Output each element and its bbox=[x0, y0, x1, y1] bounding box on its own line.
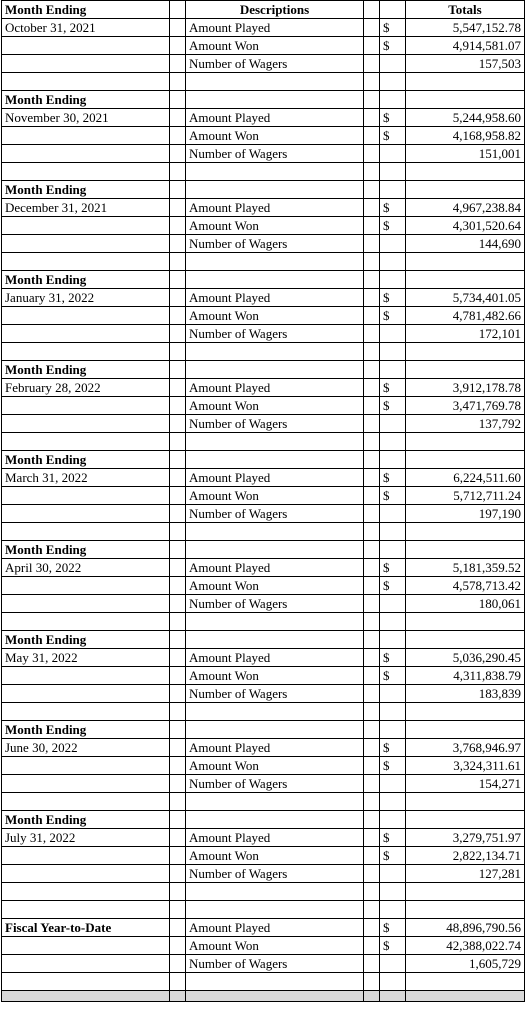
amount-played-row bbox=[2, 739, 525, 757]
currency-symbol: $ bbox=[380, 937, 406, 955]
number-of-wagers-value: 151,001 bbox=[406, 145, 525, 163]
amount-played-value: 5,036,290.45 bbox=[406, 649, 525, 667]
month-date: January 31, 2022 bbox=[2, 289, 170, 307]
amount-won-row bbox=[2, 847, 525, 865]
currency-symbol: $ bbox=[380, 487, 406, 505]
month-date: April 30, 2022 bbox=[2, 559, 170, 577]
header-descriptions: Descriptions bbox=[186, 1, 364, 19]
number-of-wagers-label: Number of Wagers bbox=[186, 325, 364, 343]
currency-symbol: $ bbox=[380, 829, 406, 847]
amount-won-value: 4,578,713.42 bbox=[406, 577, 525, 595]
amount-won-row bbox=[2, 307, 525, 325]
amount-played-label: Amount Played bbox=[186, 469, 364, 487]
number-of-wagers-row bbox=[2, 595, 525, 613]
bottom-row bbox=[2, 991, 525, 1002]
number-of-wagers-value: 127,281 bbox=[406, 865, 525, 883]
amount-played-label: Amount Played bbox=[186, 919, 364, 937]
amount-played-value: 3,279,751.97 bbox=[406, 829, 525, 847]
spacer-row bbox=[2, 523, 525, 541]
number-of-wagers-label: Number of Wagers bbox=[186, 685, 364, 703]
month-date: November 30, 2021 bbox=[2, 109, 170, 127]
amount-played-label: Amount Played bbox=[186, 739, 364, 757]
amount-won-label: Amount Won bbox=[186, 577, 364, 595]
month-ending-label: Month Ending bbox=[2, 811, 170, 829]
month-date: June 30, 2022 bbox=[2, 739, 170, 757]
amount-played-value: 5,734,401.05 bbox=[406, 289, 525, 307]
amount-won-row bbox=[2, 487, 525, 505]
amount-played-label: Amount Played bbox=[186, 109, 364, 127]
amount-played-row bbox=[2, 289, 525, 307]
number-of-wagers-value: 144,690 bbox=[406, 235, 525, 253]
amount-won-value: 4,781,482.66 bbox=[406, 307, 525, 325]
number-of-wagers-row bbox=[2, 505, 525, 523]
currency-symbol: $ bbox=[380, 397, 406, 415]
amount-won-row bbox=[2, 757, 525, 775]
currency-symbol: $ bbox=[380, 109, 406, 127]
spacer-row bbox=[2, 901, 525, 919]
number-of-wagers-value: 154,271 bbox=[406, 775, 525, 793]
amount-won-row bbox=[2, 937, 525, 955]
amount-played-row bbox=[2, 829, 525, 847]
month-label-row bbox=[2, 91, 525, 109]
amount-played-label: Amount Played bbox=[186, 829, 364, 847]
month-label-row bbox=[2, 541, 525, 559]
spacer-row bbox=[2, 613, 525, 631]
number-of-wagers-row bbox=[2, 415, 525, 433]
amount-played-row bbox=[2, 559, 525, 577]
spacer-row bbox=[2, 343, 525, 361]
amount-won-row bbox=[2, 217, 525, 235]
currency-symbol: $ bbox=[380, 919, 406, 937]
amount-won-value: 4,914,581.07 bbox=[406, 37, 525, 55]
month-ending-label: Month Ending bbox=[2, 721, 170, 739]
month-ending-label: Month Ending bbox=[2, 361, 170, 379]
number-of-wagers-value: 197,190 bbox=[406, 505, 525, 523]
amount-played-value: 3,912,178.78 bbox=[406, 379, 525, 397]
amount-won-value: 4,168,958.82 bbox=[406, 127, 525, 145]
month-date: February 28, 2022 bbox=[2, 379, 170, 397]
number-of-wagers-label: Number of Wagers bbox=[186, 145, 364, 163]
amount-won-label: Amount Won bbox=[186, 847, 364, 865]
spacer-row bbox=[2, 163, 525, 181]
currency-symbol: $ bbox=[380, 199, 406, 217]
amount-won-row bbox=[2, 397, 525, 415]
amount-played-label: Amount Played bbox=[186, 559, 364, 577]
amount-played-row bbox=[2, 199, 525, 217]
currency-symbol: $ bbox=[380, 127, 406, 145]
month-ending-label: Month Ending bbox=[2, 91, 170, 109]
number-of-wagers-value: 137,792 bbox=[406, 415, 525, 433]
number-of-wagers-label: Number of Wagers bbox=[186, 235, 364, 253]
spacer-row bbox=[2, 973, 525, 991]
amount-won-value: 3,324,311.61 bbox=[406, 757, 525, 775]
month-ending-label: Month Ending bbox=[2, 271, 170, 289]
amount-played-value: 5,181,359.52 bbox=[406, 559, 525, 577]
amount-played-label: Amount Played bbox=[186, 649, 364, 667]
number-of-wagers-value: 180,061 bbox=[406, 595, 525, 613]
currency-symbol: $ bbox=[380, 289, 406, 307]
month-label-row bbox=[2, 181, 525, 199]
table-body bbox=[2, 1, 525, 1002]
amount-played-label: Amount Played bbox=[186, 289, 364, 307]
amount-won-value: 42,388,022.74 bbox=[406, 937, 525, 955]
amount-won-label: Amount Won bbox=[186, 757, 364, 775]
number-of-wagers-row bbox=[2, 145, 525, 163]
number-of-wagers-row bbox=[2, 865, 525, 883]
currency-symbol: $ bbox=[380, 217, 406, 235]
amount-played-value: 6,224,511.60 bbox=[406, 469, 525, 487]
month-date: May 31, 2022 bbox=[2, 649, 170, 667]
spacer-row bbox=[2, 703, 525, 721]
month-date: March 31, 2022 bbox=[2, 469, 170, 487]
currency-symbol: $ bbox=[380, 577, 406, 595]
amount-won-value: 4,301,520.64 bbox=[406, 217, 525, 235]
currency-symbol: $ bbox=[380, 37, 406, 55]
number-of-wagers-row bbox=[2, 955, 525, 973]
currency-symbol: $ bbox=[380, 649, 406, 667]
amount-won-value: 2,822,134.71 bbox=[406, 847, 525, 865]
amount-played-row bbox=[2, 19, 525, 37]
currency-symbol: $ bbox=[380, 379, 406, 397]
amount-won-label: Amount Won bbox=[186, 217, 364, 235]
number-of-wagers-row bbox=[2, 235, 525, 253]
number-of-wagers-value: 172,101 bbox=[406, 325, 525, 343]
number-of-wagers-label: Number of Wagers bbox=[186, 955, 364, 973]
month-ending-label: Month Ending bbox=[2, 451, 170, 469]
month-date: October 31, 2021 bbox=[2, 19, 170, 37]
amount-won-label: Amount Won bbox=[186, 127, 364, 145]
number-of-wagers-label: Number of Wagers bbox=[186, 415, 364, 433]
wagering-summary-table bbox=[1, 0, 525, 1002]
currency-symbol: $ bbox=[380, 757, 406, 775]
number-of-wagers-row bbox=[2, 685, 525, 703]
month-date: July 31, 2022 bbox=[2, 829, 170, 847]
spacer-row bbox=[2, 73, 525, 91]
number-of-wagers-label: Number of Wagers bbox=[186, 505, 364, 523]
amount-played-value: 4,967,238.84 bbox=[406, 199, 525, 217]
amount-won-value: 3,471,769.78 bbox=[406, 397, 525, 415]
currency-symbol: $ bbox=[380, 469, 406, 487]
spacer-row bbox=[2, 793, 525, 811]
month-label-row bbox=[2, 271, 525, 289]
amount-won-label: Amount Won bbox=[186, 937, 364, 955]
amount-played-value: 3,768,946.97 bbox=[406, 739, 525, 757]
month-ending-label: Month Ending bbox=[2, 541, 170, 559]
amount-played-value: 5,244,958.60 bbox=[406, 109, 525, 127]
month-label-row bbox=[2, 361, 525, 379]
currency-symbol: $ bbox=[380, 19, 406, 37]
amount-played-label: Amount Played bbox=[186, 199, 364, 217]
amount-played-label: Amount Played bbox=[186, 379, 364, 397]
month-label-row bbox=[2, 811, 525, 829]
number-of-wagers-label: Number of Wagers bbox=[186, 775, 364, 793]
number-of-wagers-row bbox=[2, 775, 525, 793]
spacer-row bbox=[2, 253, 525, 271]
header-totals: Totals bbox=[406, 1, 525, 19]
fiscal-ytd-label: Fiscal Year-to-Date bbox=[2, 919, 170, 937]
amount-won-value: 5,712,711.24 bbox=[406, 487, 525, 505]
amount-won-row bbox=[2, 127, 525, 145]
number-of-wagers-row bbox=[2, 325, 525, 343]
amount-won-label: Amount Won bbox=[186, 397, 364, 415]
month-label-row bbox=[2, 631, 525, 649]
month-ending-label: Month Ending bbox=[2, 181, 170, 199]
currency-symbol: $ bbox=[380, 847, 406, 865]
month-date: December 31, 2021 bbox=[2, 199, 170, 217]
currency-symbol: $ bbox=[380, 739, 406, 757]
month-ending-label: Month Ending bbox=[2, 631, 170, 649]
amount-won-row bbox=[2, 667, 525, 685]
number-of-wagers-value: 183,839 bbox=[406, 685, 525, 703]
number-of-wagers-label: Number of Wagers bbox=[186, 595, 364, 613]
currency-symbol: $ bbox=[380, 559, 406, 577]
currency-symbol: $ bbox=[380, 307, 406, 325]
amount-won-label: Amount Won bbox=[186, 307, 364, 325]
amount-played-row bbox=[2, 649, 525, 667]
number-of-wagers-label: Number of Wagers bbox=[186, 55, 364, 73]
spacer-row bbox=[2, 433, 525, 451]
amount-played-row bbox=[2, 469, 525, 487]
amount-won-label: Amount Won bbox=[186, 667, 364, 685]
number-of-wagers-label: Number of Wagers bbox=[186, 865, 364, 883]
amount-played-row bbox=[2, 109, 525, 127]
amount-won-label: Amount Won bbox=[186, 37, 364, 55]
header-row bbox=[2, 1, 525, 19]
amount-won-row bbox=[2, 577, 525, 595]
header-month-ending: Month Ending bbox=[2, 1, 170, 19]
month-label-row bbox=[2, 451, 525, 469]
amount-played-label: Amount Played bbox=[186, 19, 364, 37]
spacer-row bbox=[2, 883, 525, 901]
amount-won-label: Amount Won bbox=[186, 487, 364, 505]
amount-played-row bbox=[2, 919, 525, 937]
number-of-wagers-value: 1,605,729 bbox=[406, 955, 525, 973]
currency-symbol: $ bbox=[380, 667, 406, 685]
amount-played-value: 5,547,152.78 bbox=[406, 19, 525, 37]
amount-won-value: 4,311,838.79 bbox=[406, 667, 525, 685]
amount-played-value: 48,896,790.56 bbox=[406, 919, 525, 937]
amount-played-row bbox=[2, 379, 525, 397]
month-label-row bbox=[2, 721, 525, 739]
number-of-wagers-row bbox=[2, 55, 525, 73]
number-of-wagers-value: 157,503 bbox=[406, 55, 525, 73]
amount-won-row bbox=[2, 37, 525, 55]
